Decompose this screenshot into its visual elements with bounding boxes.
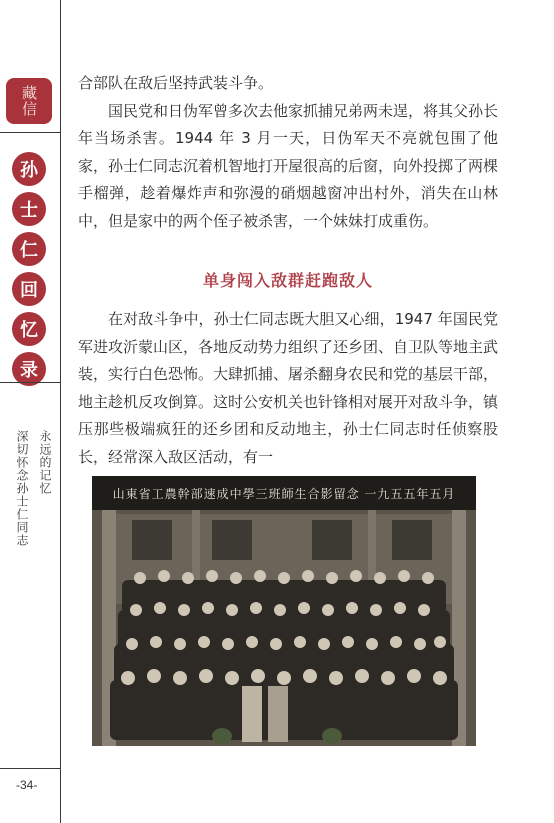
title-rule [0, 382, 60, 383]
group-photo [92, 476, 476, 746]
paragraph: 合部队在敌后坚持武装斗争。 [78, 74, 274, 92]
title-char: 仁 [12, 232, 46, 266]
title-char: 士 [12, 192, 46, 226]
group-photo-scene [92, 510, 476, 746]
series-caption-line: 深切怀念孙士仁同志 [15, 430, 29, 547]
paragraph: 国民党和日伪军曾多次去他家抓捕兄弟两未逞，将其父孙长年当场杀害。1944 年 3 月一天，日伪军天不亮就包围了他家，孙士仁同志沉着机智地打开屋很高的后窗，向外投掷了两棵手榴弹，趁着爆炸声和弥漫的硝烟越窗冲出村外，消失在山林中，但是家中的两个侄子被杀害，一个妹妹打成重伤。 [78, 101, 499, 230]
margin-divider [60, 0, 61, 823]
section-heading: 单身闯入敌群赶跑敌人 [202, 271, 373, 290]
title-char: 回 [12, 272, 46, 306]
title-char: 孙 [12, 152, 46, 186]
collection-seal [6, 78, 52, 124]
series-caption-line: 永远的记忆 [38, 430, 52, 495]
seal-text: 藏信 [20, 85, 38, 117]
paragraph: 在对敌斗争中，孙士仁同志既大胆又心细，1947 年国民党军进攻沂蒙山区，各地反动势力组织了还乡团、自卫队等地主武装，实行白色恐怖。大肆抓捕、屠杀翻身农民和党的基层干部，地主趁机反攻倒算。这时公安机关也针锋相对展开对敌斗争，镇压那些极端疯狂的还乡团和反动地主，孙士仁同志时任侦察股长，经常深入敌区活动，有一 [78, 310, 499, 466]
book-title-vertical [12, 152, 48, 392]
series-caption [14, 430, 54, 547]
photo-caption: 山東省工農幹部速成中學三班師生合影留念 一九五五年五月 [92, 476, 476, 510]
page-number-rule [0, 768, 60, 769]
title-char: 录 [12, 352, 46, 386]
page-number: -34- [16, 778, 38, 792]
seal-rule [0, 132, 60, 133]
title-char: 忆 [12, 312, 46, 346]
